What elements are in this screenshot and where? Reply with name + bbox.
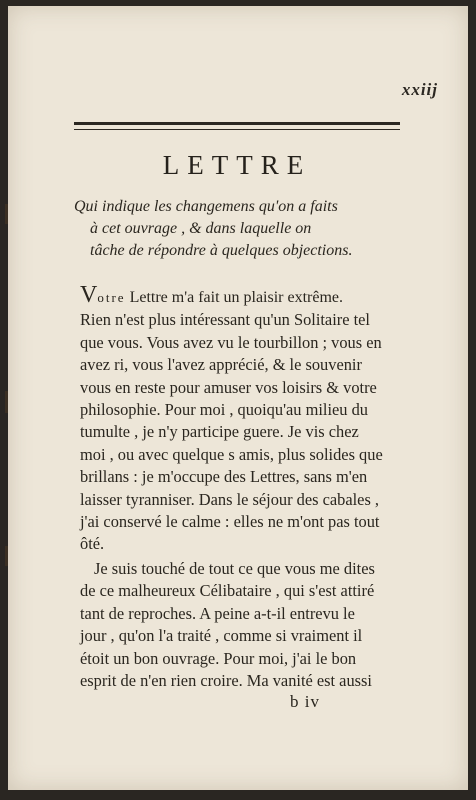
body-line: moi , ou avec quelque s amis, plus solides que (80, 444, 383, 464)
body-line: vous en reste pour amuser vos loisirs & votre (80, 377, 377, 397)
body-line: esprit de n'en rien croire. Ma vanité est aussi (80, 670, 372, 690)
drop-cap: V (80, 282, 98, 308)
body-line (80, 284, 410, 309)
subtitle-line: tâche de répondre à quelques objections. (90, 242, 353, 259)
letter-body (80, 284, 410, 692)
subtitle-line: à cet ouvrage , & dans laquelle on (90, 220, 312, 237)
body-line: que vous. Vous avez vu le tourbillon ; vous en (80, 332, 382, 352)
body-line: avez ri, vous l'avez apprécié, & le souvenir (80, 355, 362, 375)
body-line: étoit un bon ouvrage. Pour moi, j'ai le bon (80, 648, 357, 668)
body-line: Je suis touché de tout ce que vous me dites (94, 558, 375, 578)
gutter-mark (5, 391, 8, 413)
body-line-text: Lettre m'a fait un plaisir extrême. (125, 289, 344, 306)
signature-mark: b iv (290, 692, 320, 711)
body-line: ôté. (80, 534, 105, 554)
body-line: j'ai conservé le calme : elles ne m'ont pas tout (80, 512, 380, 532)
small-caps-word: otre (97, 290, 126, 305)
body-line: tant de reproches. A peine a-t-il entrevu le (80, 603, 355, 623)
header-rule-thin (74, 129, 400, 130)
gutter-mark (5, 546, 8, 566)
body-line: jour , qu'on l'a traité , comme si vraiment il (80, 626, 363, 646)
body-line: tumulte , je n'y participe guere. Je vis chez (80, 422, 359, 442)
header-rule-thick (74, 122, 400, 125)
gutter-mark (5, 204, 8, 224)
page-number: xxiij (401, 80, 438, 99)
subtitle-line: Qui indique les changemens qu'on a faits (74, 198, 338, 215)
body-line: de ce malheureux Célibataire , qui s'est attiré (80, 581, 375, 601)
letter-subtitle (74, 196, 410, 262)
body-line: Rien n'est plus intéressant qu'un Solitaire tel (80, 310, 370, 330)
body-line: brillans : je m'occupe des Lettres, sans m'en (80, 467, 368, 487)
book-page (8, 6, 468, 790)
body-line: laisser tyranniser. Dans le séjour des cabales , (80, 489, 380, 509)
letter-title: LETTRE (162, 150, 312, 180)
body-line: philosophie. Pour moi , quoiqu'au milieu du (80, 400, 368, 420)
